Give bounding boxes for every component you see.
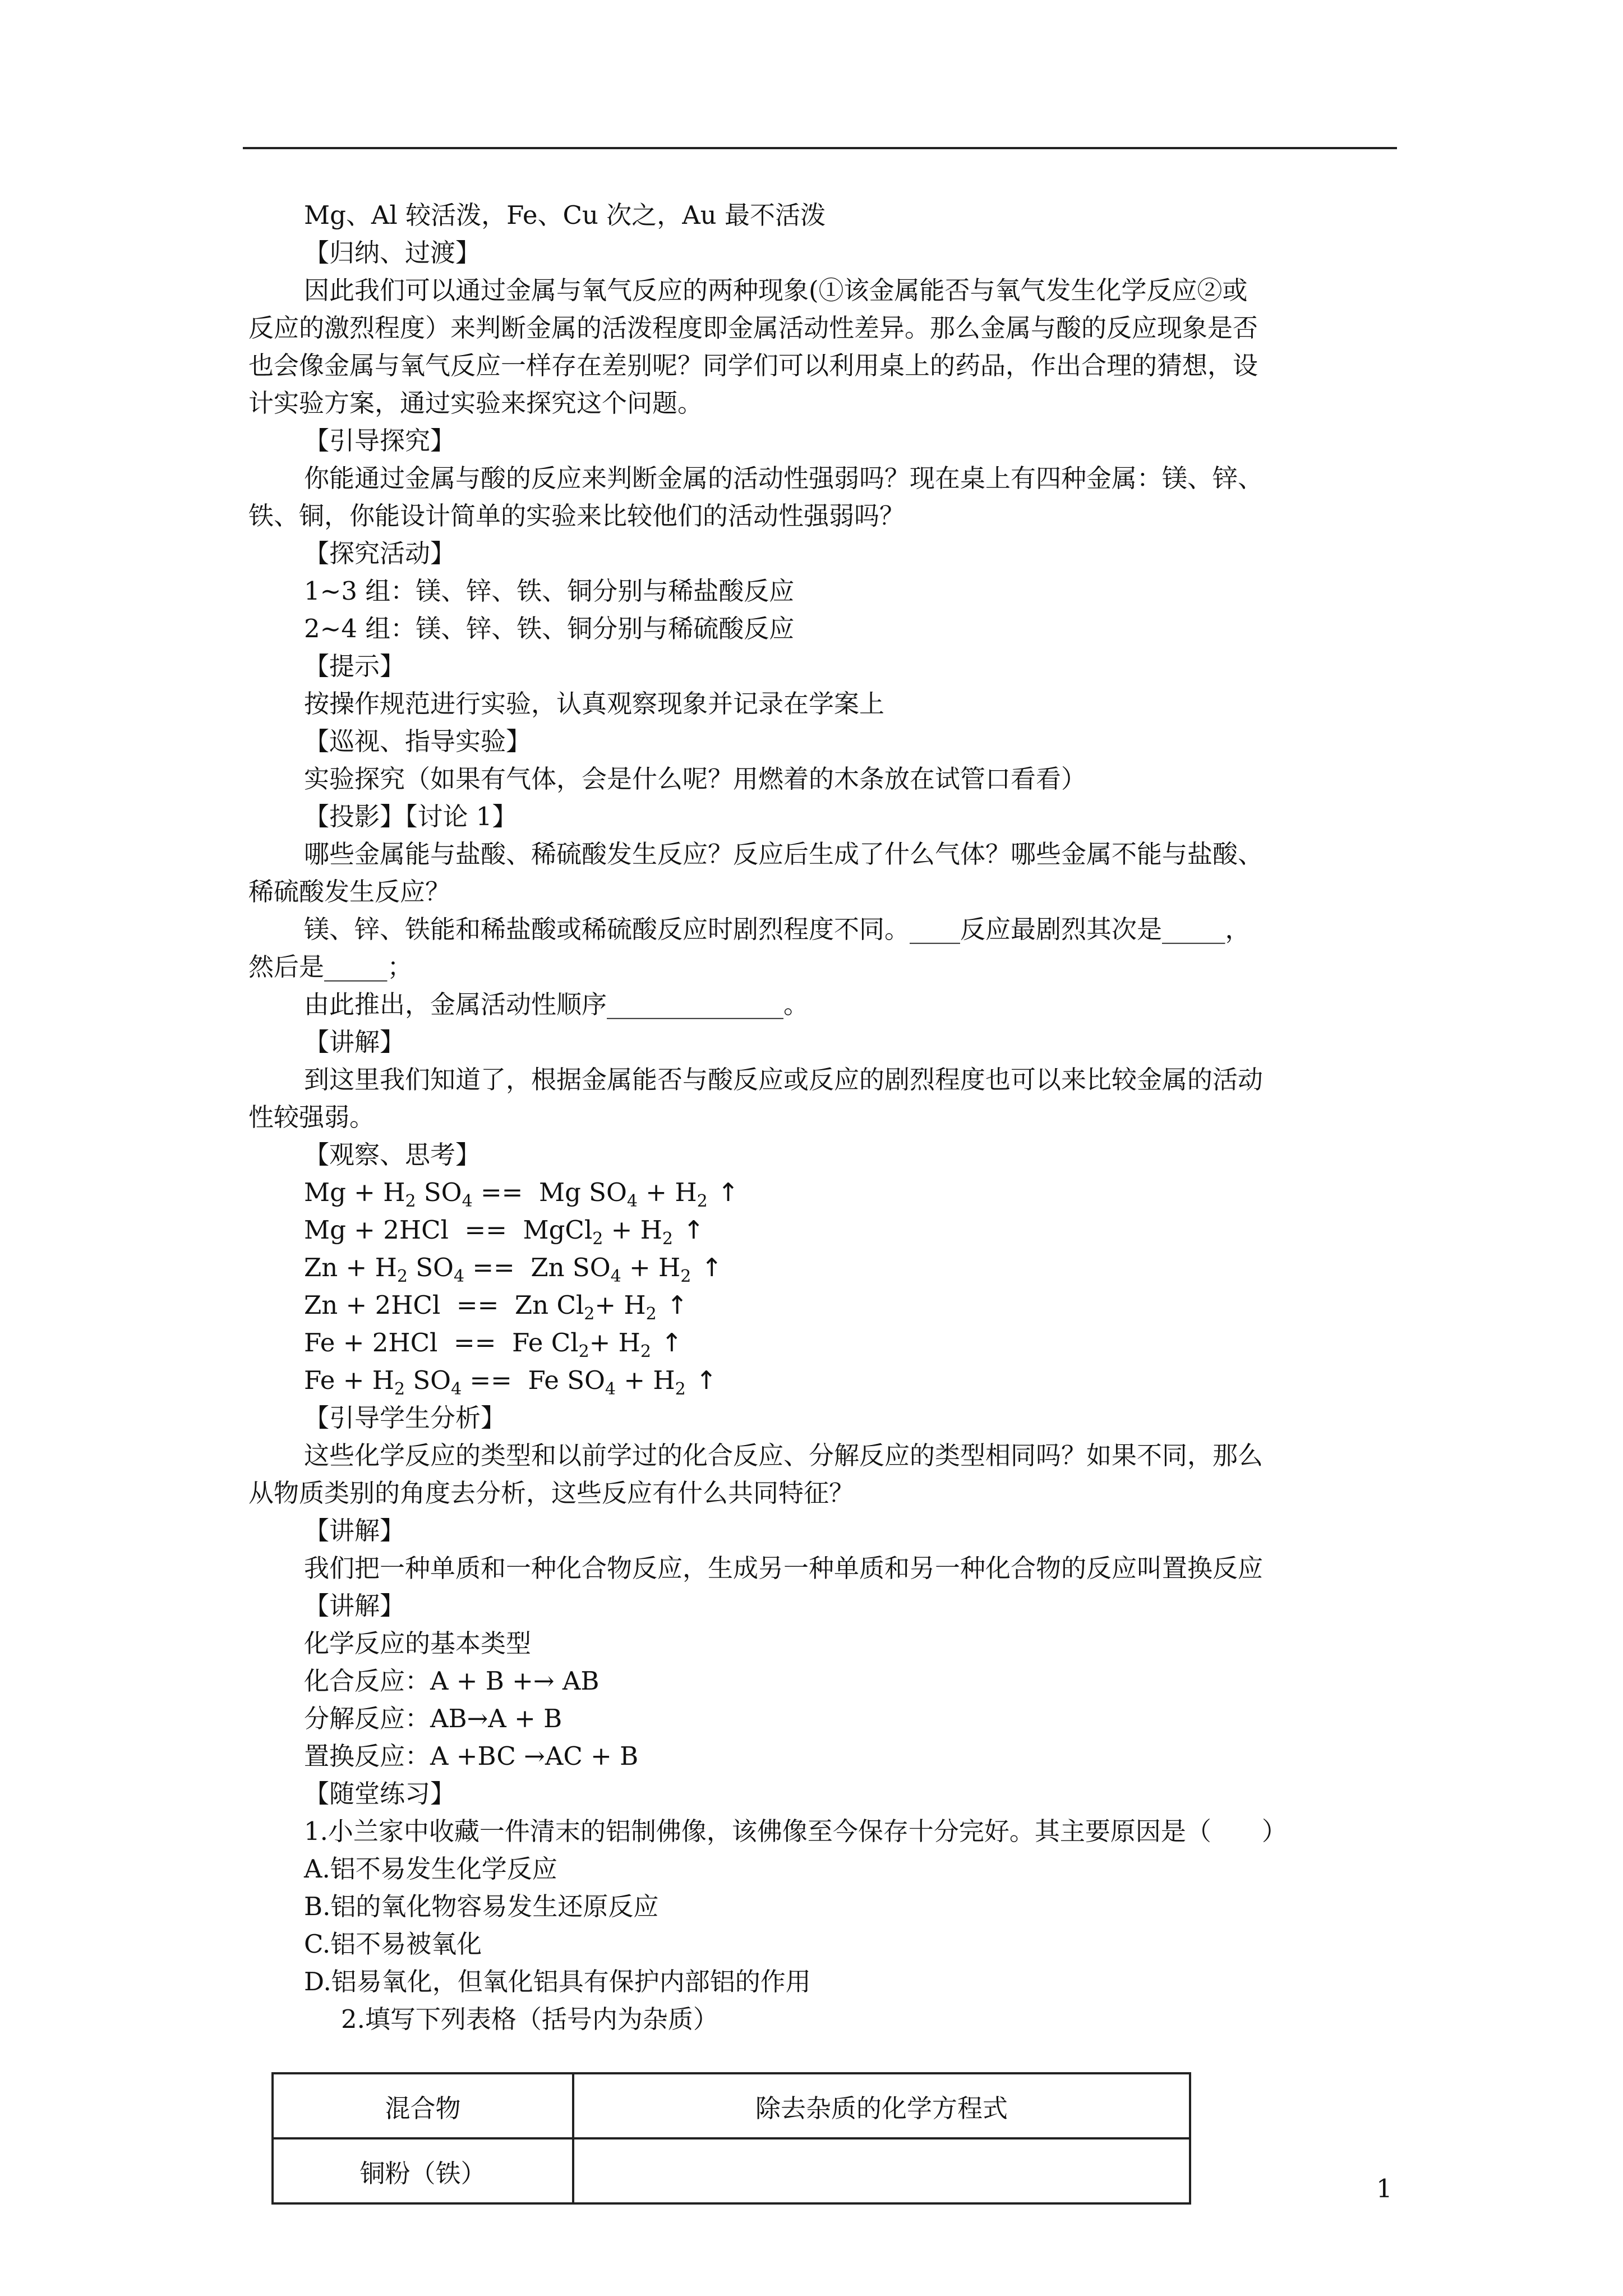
section-heading: 【引导探究】 [304, 426, 456, 455]
table-header: 除去杂质的化学方程式 [573, 2073, 1190, 2138]
equation-line: $Fe + H_2$ $SO_4 == Fe$ $SO_4 + H_2$ ↑ [304, 1365, 717, 1399]
text-line: 稀硫酸发生反应？ [248, 877, 451, 907]
text-line: 从物质类别的角度去分析，这些反应有什么共同特征？ [248, 1478, 855, 1508]
equation-line: $Mg + H_2$ $SO_4 == Mg$ $SO_4 + H_2$ ↑ [304, 1177, 739, 1211]
section-heading: 【引导学生分析】 [304, 1403, 506, 1433]
page-number: 1 [1376, 2174, 1393, 2203]
answer-option: D.铝易氧化，但氧化铝具有保护内部铝的作用 [304, 1967, 811, 1996]
text-line: 然后是_____； [248, 952, 413, 982]
section-heading: 【巡视、指导实验】 [304, 726, 532, 756]
answer-option: A.铝不易发生化学反应 [304, 1854, 557, 1884]
text-line: 化学反应的基本类型 [304, 1628, 532, 1658]
table-row [273, 2138, 1190, 2203]
section-heading: 【归纳、过渡】 [304, 238, 481, 268]
text-line: 由此推出，金属活动性顺序______________。 [304, 990, 809, 1019]
text-line: 实验探究（如果有气体，会是什么呢？用燃着的木条放在试管口看看） [304, 764, 1087, 794]
table-header-row [273, 2073, 1190, 2138]
section-heading: 【随堂练习】 [304, 1779, 456, 1809]
up-arrow-icon: ↑ [666, 1290, 688, 1320]
section-heading: 【提示】 [304, 651, 405, 681]
up-arrow-icon: ↑ [701, 1253, 723, 1282]
section-heading: 【讲解】 [304, 1591, 405, 1621]
text-line: 这些化学反应的类型和以前学过的化合反应、分解反应的类型相同吗？如果不同，那么 [304, 1441, 1264, 1470]
up-arrow-icon: ↑ [683, 1215, 704, 1245]
up-arrow-icon: ↑ [695, 1365, 717, 1395]
text-line: 哪些金属能与盐酸、稀硫酸发生反应？反应后生成了什么气体？哪些金属不能与盐酸、 [304, 839, 1264, 869]
table-cell-answer [573, 2138, 1190, 2203]
header-rule [243, 147, 1397, 149]
text-line: 置换反应：A +BC →AC + B [304, 1741, 639, 1771]
section-heading: 【探究活动】 [304, 539, 456, 568]
section-heading: 【投影】【讨论 1】 [304, 802, 518, 831]
text-line: 因此我们可以通过金属与氧气反应的两种现象(①该金属能否与氧气发生化学反应②或 [304, 275, 1248, 305]
text-line: 你能通过金属与酸的反应来判断金属的活动性强弱吗？现在桌上有四种金属：镁、锌、 [304, 463, 1264, 493]
question-text: 2.填写下列表格（括号内为杂质） [341, 2004, 718, 2034]
answer-option: C.铝不易被氧化 [304, 1929, 482, 1959]
text-line: 到这里我们知道了，根据金属能否与酸反应或反应的剧烈程度也可以来比较金属的活动 [304, 1065, 1264, 1094]
text-line: Mg、Al 较活泼，Fe、Cu 次之，Au 最不活泼 [304, 200, 826, 230]
text-line: 按操作规范进行实验，认真观察现象并记录在学案上 [304, 689, 885, 719]
up-arrow-icon: ↑ [661, 1328, 683, 1358]
answer-option: B.铝的氧化物容易发生还原反应 [304, 1892, 659, 1921]
text-line: 2~4 组：镁、锌、铁、铜分别与稀硫酸反应 [304, 614, 795, 643]
text-line: 铁、铜，你能设计简单的实验来比较他们的活动性强弱吗？ [248, 501, 905, 531]
table-cell: 铜粉（铁） [273, 2138, 573, 2203]
text-line: 1~3 组：镁、锌、铁、铜分别与稀盐酸反应 [304, 576, 795, 606]
text-line: 化合反应：A + B +→ AB [304, 1666, 600, 1696]
equation-line: Mg + 2HCl == MgCl$_2$ + $H_2$ ↑ [304, 1215, 704, 1249]
equation-line: Zn + 2HCl == Zn $Cl_2+ H_2$ ↑ [304, 1290, 688, 1324]
text-line: 我们把一种单质和一种化合物反应，生成另一种单质和另一种化合物的反应叫置换反应 [304, 1553, 1264, 1583]
equation-line: Fe + 2HCl == Fe $Cl_2+ H_2$ ↑ [304, 1328, 683, 1361]
text-line: 镁、锌、铁能和稀盐酸或稀硫酸反应时剧烈程度不同。____反应最剧烈其次是_____， [304, 914, 1251, 944]
section-heading: 【讲解】 [304, 1027, 405, 1057]
equation-line: $Zn + H_2$ $SO_4 == Zn$ $SO_4 + H_2$ ↑ [304, 1253, 723, 1286]
impurity-table [271, 2072, 1191, 2205]
text-line: 性较强弱。 [248, 1102, 375, 1132]
section-heading: 【讲解】 [304, 1516, 405, 1545]
text-line: 分解反应：AB→A + B [304, 1704, 562, 1733]
section-heading: 【观察、思考】 [304, 1140, 481, 1170]
text-line: 计实验方案，通过实验来探究这个问题。 [248, 388, 703, 418]
question-text: 1.小兰家中收藏一件清末的铝制佛像，该佛像至今保存十分完好。其主要原因是（ ） [304, 1816, 1287, 1846]
table-header: 混合物 [273, 2073, 573, 2138]
up-arrow-icon: ↑ [717, 1177, 739, 1207]
text-line: 反应的激烈程度）来判断金属的活泼程度即金属活动性差异。那么金属与酸的反应现象是否 [248, 313, 1258, 343]
text-line: 也会像金属与氧气反应一样存在差别呢？同学们可以利用桌上的药品，作出合理的猜想，设 [248, 351, 1258, 380]
